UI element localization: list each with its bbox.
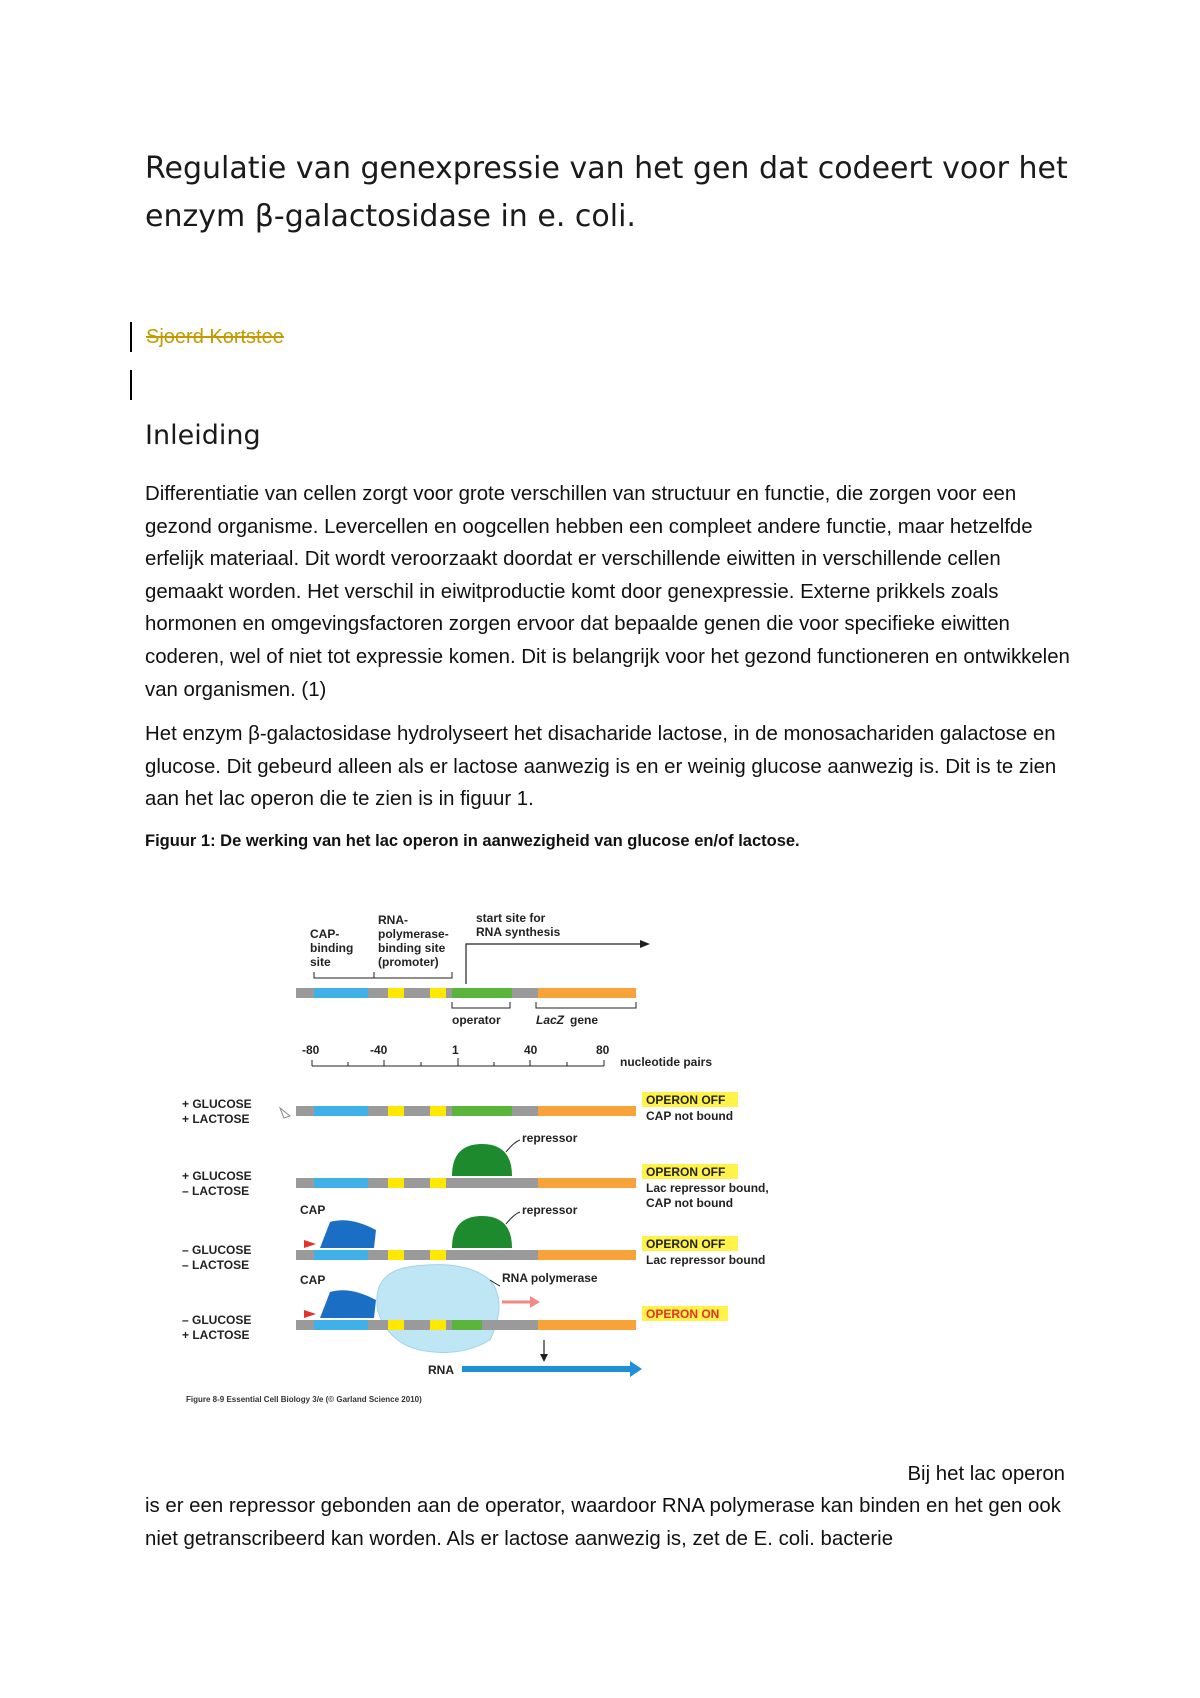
cap-label: CAP bbox=[300, 1203, 326, 1217]
tick-label: 1 bbox=[452, 1043, 459, 1057]
condition-glucose: – GLUCOSE bbox=[182, 1313, 252, 1327]
author-line bbox=[130, 322, 284, 352]
cap-protein-shape bbox=[320, 1220, 376, 1248]
section-heading: Inleiding bbox=[145, 420, 261, 451]
condition-lactose: – LACTOSE bbox=[182, 1184, 250, 1198]
lacz-label: LacZ bbox=[536, 1013, 565, 1027]
revision-bar bbox=[130, 370, 132, 400]
rna-label-4: (promoter) bbox=[378, 955, 439, 969]
operon-note: CAP not bound bbox=[646, 1109, 734, 1123]
operon-status: OPERON OFF bbox=[646, 1165, 726, 1179]
rna-label-2: polymerase- bbox=[378, 927, 449, 941]
operator-label: operator bbox=[452, 1013, 501, 1027]
condition-lactose: + LACTOSE bbox=[182, 1112, 250, 1126]
operon-note: CAP not bound bbox=[646, 1196, 734, 1210]
tick-label: 40 bbox=[524, 1043, 538, 1057]
start-label-2: RNA synthesis bbox=[476, 925, 561, 939]
condition-glucose: – GLUCOSE bbox=[182, 1243, 252, 1257]
dna-strand bbox=[296, 1106, 636, 1116]
tick-label: -40 bbox=[370, 1043, 388, 1057]
lac-operon-diagram bbox=[182, 911, 870, 1460]
gene-label: gene bbox=[570, 1013, 599, 1027]
condition-glucose: + GLUCOSE bbox=[182, 1097, 252, 1111]
start-label-1: start site for bbox=[476, 911, 546, 925]
scale-bar bbox=[312, 1058, 604, 1066]
author-name-deleted[interactable]: Sjoerd Kortstee bbox=[146, 325, 284, 348]
operon-status-on: OPERON ON bbox=[646, 1307, 720, 1321]
rna-label-1: RNA- bbox=[378, 913, 408, 927]
paragraph-3: is er een repressor gebonden aan de operator, waardoor RNA polymerase kan binden en het gen ook niet getranscribeerd kan worden. Als er lactose aanwezig is, zet de E. coli. bacterie bbox=[145, 1495, 1061, 1550]
dna-strand bbox=[296, 1320, 636, 1330]
tick-label: -80 bbox=[302, 1043, 320, 1057]
cap-protein-shape bbox=[320, 1290, 376, 1318]
condition-lactose: – LACTOSE bbox=[182, 1258, 250, 1272]
repressor-shape bbox=[452, 1144, 512, 1176]
figure-caption: Figuur 1: De werking van het lac operon in aanwezigheid van glucose en/of lactose. bbox=[145, 832, 800, 850]
figure-credit: Figure 8-9 Essential Cell Biology 3/e (© Garland Science 2010) bbox=[186, 1395, 422, 1404]
dna-strand bbox=[296, 988, 636, 998]
document-title: Regulatie van genexpressie van het gen dat codeert voor het enzym β-galactosidase in e. coli. bbox=[145, 151, 1068, 234]
operon-status: OPERON OFF bbox=[646, 1237, 726, 1251]
paragraph-2: Het enzym β-galactosidase hydrolyseert het disacharide lactose, in de monosachariden galactose en glucose. Dit gebeurd alleen als er lactose aanwezig is en er weinig glucose aanwezig is. Dit is te zien aan het lac operon die te zien is in figuur 1. bbox=[145, 723, 1057, 811]
condition-glucose: + GLUCOSE bbox=[182, 1169, 252, 1183]
rna-label-3: binding site bbox=[378, 941, 446, 955]
cap-label-3: site bbox=[310, 955, 331, 969]
operon-note: Lac repressor bound bbox=[646, 1253, 766, 1267]
tick-label: 80 bbox=[596, 1043, 610, 1057]
operon-status: OPERON OFF bbox=[646, 1093, 726, 1107]
operon-note: Lac repressor bound, bbox=[646, 1181, 769, 1195]
paragraph-3-start: Bij het lac operon bbox=[907, 1463, 1065, 1485]
rna-transcript-arrow bbox=[462, 1366, 632, 1372]
rna-polymerase-label: RNA polymerase bbox=[502, 1271, 598, 1285]
repressor-label: repressor bbox=[522, 1131, 578, 1145]
rna-polymerase-shape bbox=[377, 1265, 499, 1353]
dna-strand bbox=[296, 1178, 636, 1188]
revision-bar bbox=[130, 322, 132, 352]
dna-strand bbox=[296, 1250, 636, 1260]
cap-label-1: CAP- bbox=[310, 927, 340, 941]
condition-lactose: + LACTOSE bbox=[182, 1328, 250, 1342]
cap-label: CAP bbox=[300, 1273, 326, 1287]
cap-label-2: binding bbox=[310, 941, 354, 955]
paragraph-1: Differentiatie van cellen zorgt voor grote verschillen van structuur en functie, die zorgen voor een gezond organisme. Levercellen en oogcellen hebben een compleet andere functie, maar hetzelfde erfelijk materiaal. Dit wordt veroorzaakt doordat er verschillende eiwitten in verschillende cellen gemaakt worden. Het verschil in eiwitproductie komt door genexpressie. Externe prikkels zoals hormonen en omgevingsfactoren zorgen ervoor dat bepaalde genen die voor specifieke eiwitten coderen, wel of niet tot expressie komen. Dit is belangrijk voor het gezond functioneren en ontwikkelen van organismen. (1) bbox=[145, 483, 1070, 701]
repressor-shape bbox=[452, 1216, 512, 1248]
repressor-label: repressor bbox=[522, 1203, 578, 1217]
rna-label: RNA bbox=[428, 1363, 454, 1377]
scale-unit: nucleotide pairs bbox=[620, 1055, 713, 1069]
lac-operon-figure bbox=[182, 911, 870, 1460]
